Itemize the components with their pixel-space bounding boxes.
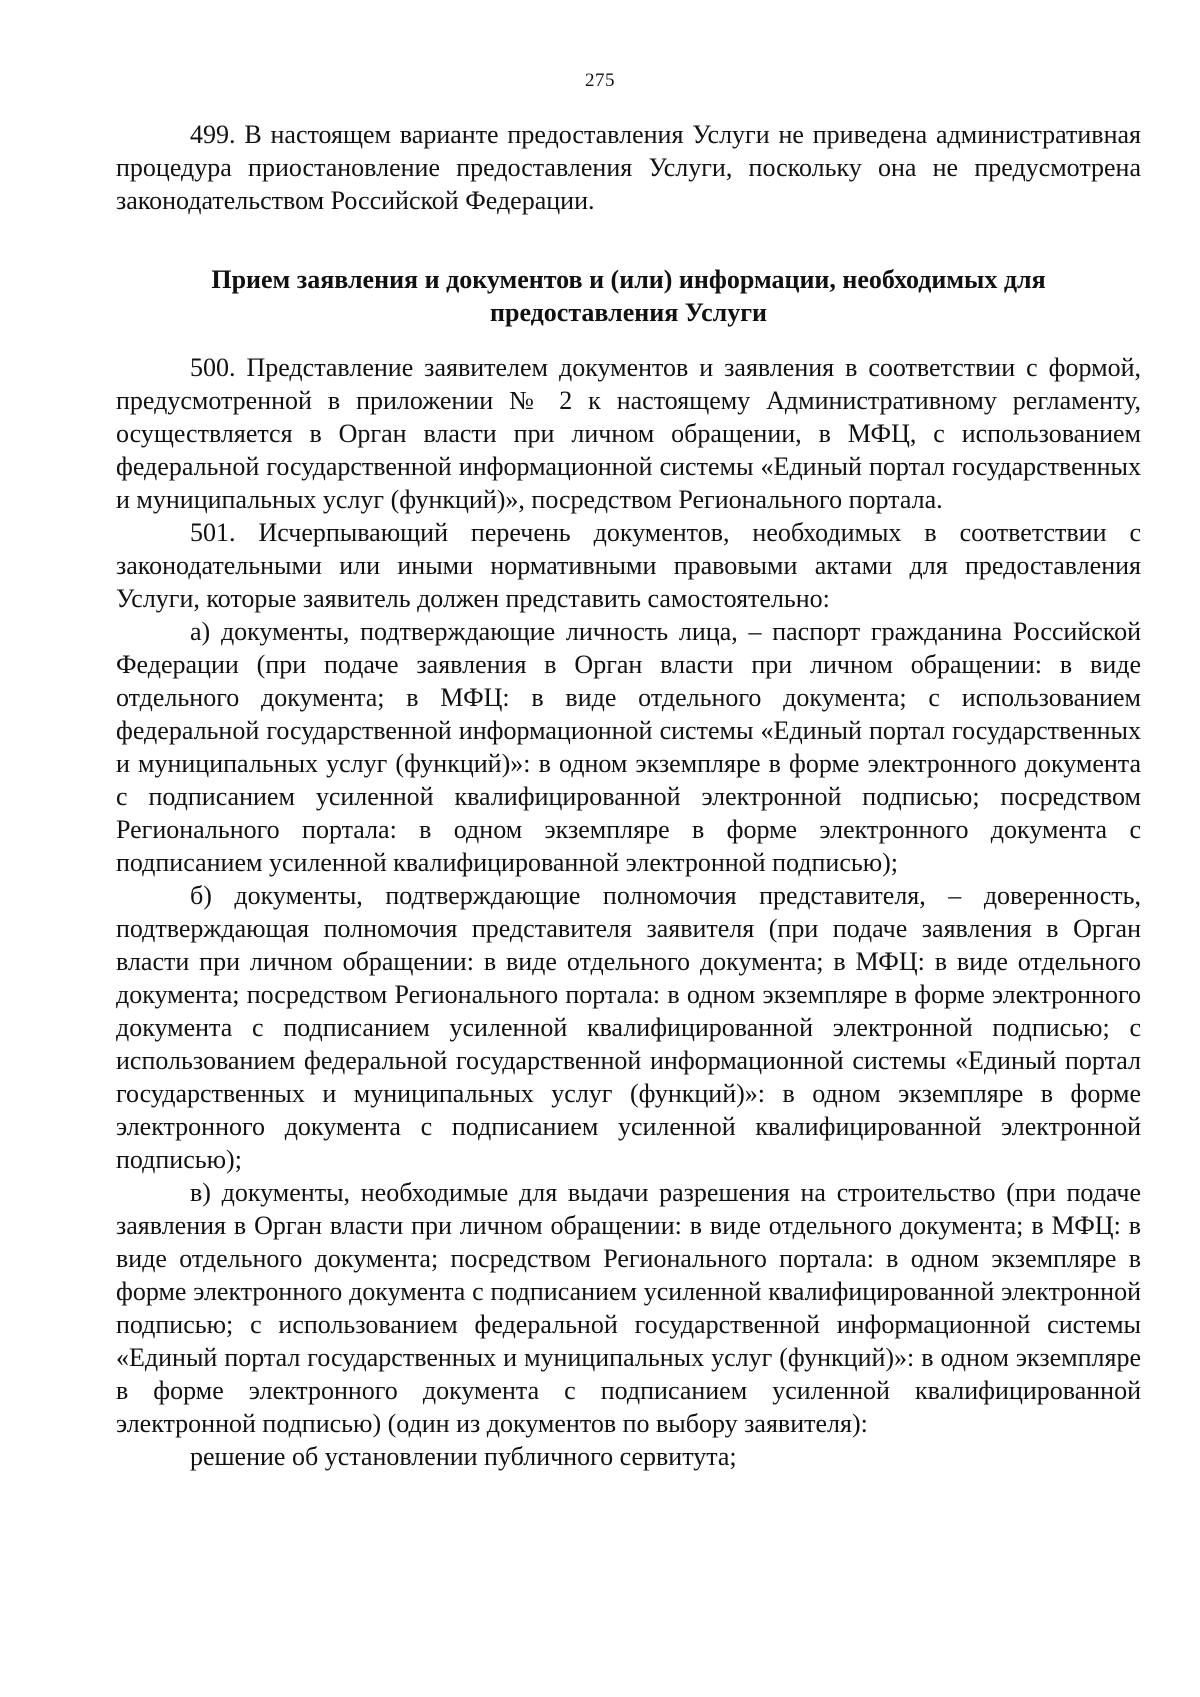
paragraph-499: 499. В настоящем варианте предоставления Услуги не приведена административная процедура приостановление предоставления Услуги, поскольку она не предусмотрена законодательством Российской Федерации. bbox=[116, 120, 1141, 215]
paragraph-501: 501. Исчерпывающий перечень документов, необходимых в соответствии с законодательными или иными нормативными правовыми актами для предоставления Услуги, которые заявитель должен представить самостоятельно: bbox=[116, 518, 1141, 613]
section-heading: Прием заявления и документов и (или) информации, необходимых для предоставления Услуги bbox=[211, 265, 1046, 327]
list-item-v: в) документы, необходимые для выдачи разрешения на строительство (при подаче заявления в Орган власти при личном обращении: в виде отдельного документа; в МФЦ: в виде отдельного документа; посредством Регионального портала: в одном экземпляре в форме электронного документа с подписанием усиленной квалифицированной электронной подписью; с использованием федеральной государственной информационной системы «Единый портал государственных и муниципальных услуг (функций)»: в одном экземпляре в форме электронного документа с подписанием усиленной квалифицированной электронной подписью) (один из документов по выбору заявителя): bbox=[116, 1178, 1141, 1438]
list-item-b: б) документы, подтверждающие полномочия представителя, – доверенность, подтверждающая полномочия представителя заявителя (при подаче заявления в Орган власти при личном обращении: в виде отдельного документа; в МФЦ: в виде отдельного документа; посредством Регионального портала: в одном экземпляре в форме электронного документа с подписанием усиленной квалифицированной электронной подписью; с использованием федеральной государственной информационной системы «Единый портал государственных и муниципальных услуг (функций)»: в одном экземпляре в форме электронного документа с подписанием усиленной квалифицированной электронной подписью); bbox=[116, 881, 1141, 1174]
document-body bbox=[116, 118, 1141, 1473]
paragraph-500: 500. Представление заявителем документов и заявления в соответствии с формой, предусмотренной в приложении № 2 к настоящему Административному регламенту, осуществляется в Орган власти при личном обращении, в МФЦ, с использованием федеральной государственной информационной системы «Единый портал государственных и муниципальных услуг (функций)», посредством Регионального портала. bbox=[116, 353, 1141, 514]
list-item-a: а) документы, подтверждающие личность лица, – паспорт гражданина Российской Федерации (при подаче заявления в Орган власти при личном обращении: в виде отдельного документа; в МФЦ: в виде отдельного документа; с использованием федеральной государственной информационной системы «Единый портал государственных и муниципальных услуг (функций)»: в одном экземпляре в форме электронного документа с подписанием усиленной квалифицированной электронной подписью; посредством Регионального портала: в одном экземпляре в форме электронного документа с подписанием усиленной квалифицированной электронной подписью); bbox=[116, 617, 1141, 877]
list-item-v-1: решение об установлении публичного сервитута; bbox=[190, 1442, 737, 1471]
page-number: 275 bbox=[585, 70, 615, 91]
